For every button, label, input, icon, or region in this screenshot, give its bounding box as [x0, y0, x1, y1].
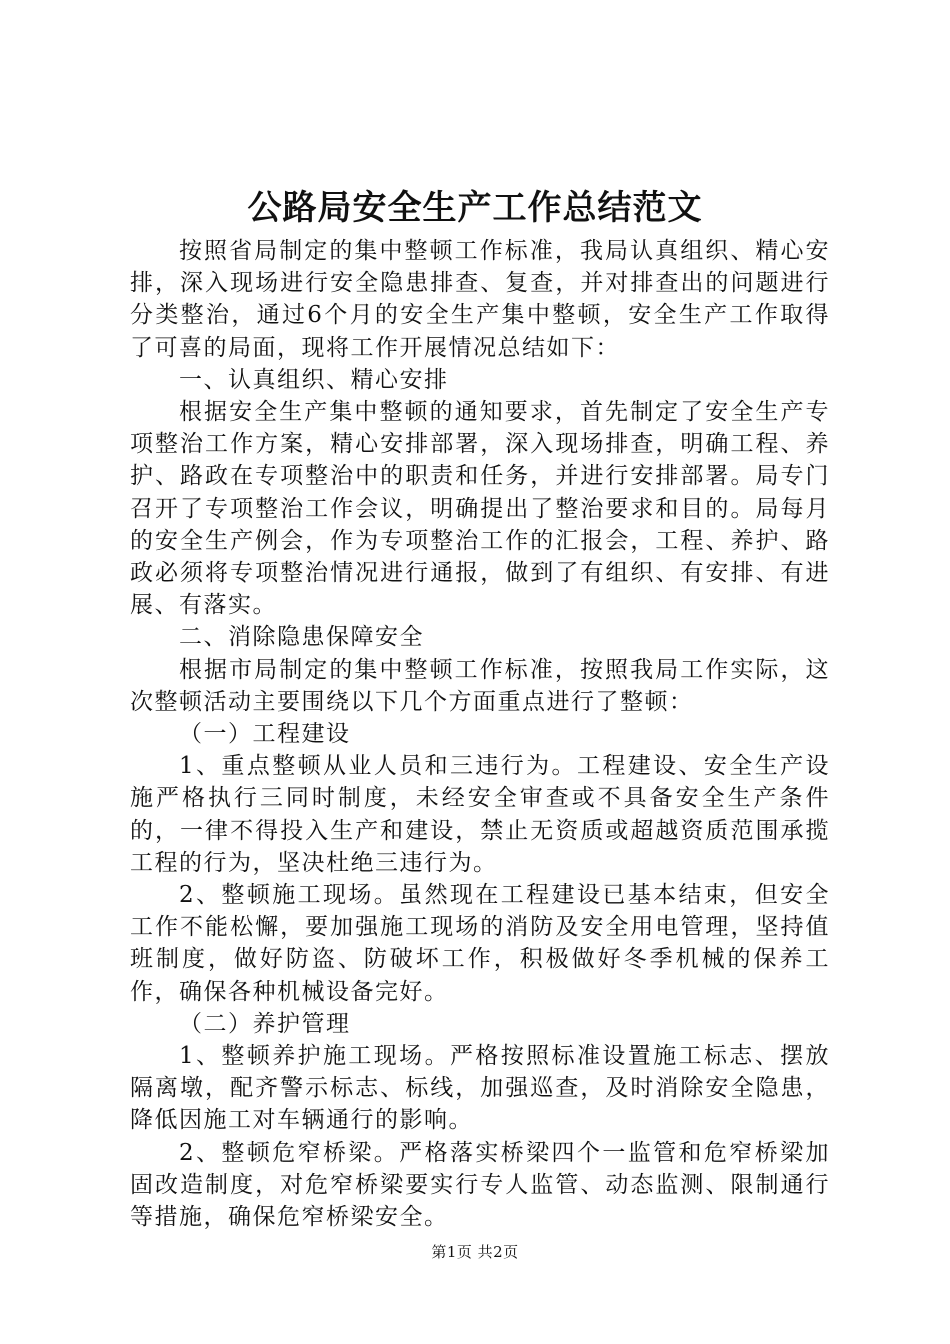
section-1-paragraph: 根据安全生产集中整顿的通知要求，首先制定了安全生产专项整治工作方案，精心安排部署，深入现场排查，明确工程、养护、路政在专项整治中的职责和任务，并进行安排部署。局专门召开了专项整治工作会议，明确提出了整治要求和目的。局每月的安全生产例会，作为专项整治工作的汇报会，工程、养护、路政必须将专项整治情况进行通报，做到了有组织、有安排、有进展、有落实。	[130, 399, 830, 619]
engineering-item-1: 1、重点整顿从业人员和三违行为。工程建设、安全生产设施严格执行三同时制度，未经安全审查或不具备安全生产条件的，一律不得投入生产和建设，禁止无资质或超越资质范围承揽工程的行为，坚决杜绝三违行为。	[130, 753, 830, 876]
maintenance-item-1: 1、整顿养护施工现场。严格按照标准设置施工标志、摆放隔离墩，配齐警示标志、标线，加强巡查，及时消除安全隐患，降低因施工对车辆通行的影响。	[130, 1043, 830, 1134]
section-2-paragraph: 根据市局制定的集中整顿工作标准，按照我局工作实际，这次整顿活动主要围绕以下几个方面重点进行了整顿：	[130, 656, 830, 715]
subsection-heading-maintenance: （二）养护管理	[179, 1010, 351, 1037]
section-heading-2: 二、消除隐患保障安全	[179, 624, 424, 651]
intro-paragraph: 按照省局制定的集中整顿工作标准，我局认真组织、精心安排，深入现场进行安全隐患排查、复查，并对排查出的问题进行分类整治，通过6个月的安全生产集中整顿，安全生产工作取得了可喜的局面，现将工作开展情况总结如下：	[130, 238, 830, 361]
subsection-heading-engineering: （一）工程建设	[179, 721, 351, 748]
page-number: 第1页 共2页	[431, 1243, 519, 1261]
section-heading-1: 一、认真组织、精心安排	[179, 366, 449, 393]
maintenance-item-2: 2、整顿危窄桥梁。严格落实桥梁四个一监管和危窄桥梁加固改造制度，对危窄桥梁要实行专人监管、动态监测、限制通行等措施，确保危窄桥梁安全。	[130, 1139, 830, 1231]
document-title: 公路局安全生产工作总结范文	[247, 188, 703, 228]
engineering-item-2: 2、整顿施工现场。虽然现在工程建设已基本结束，但安全工作不能松懈，要加强施工现场的消防及安全用电管理，坚持值班制度，做好防盗、防破坏工作，积极做好冬季机械的保养工作，确保各种机械设备完好。	[130, 882, 830, 1005]
document-body	[130, 235, 830, 1233]
